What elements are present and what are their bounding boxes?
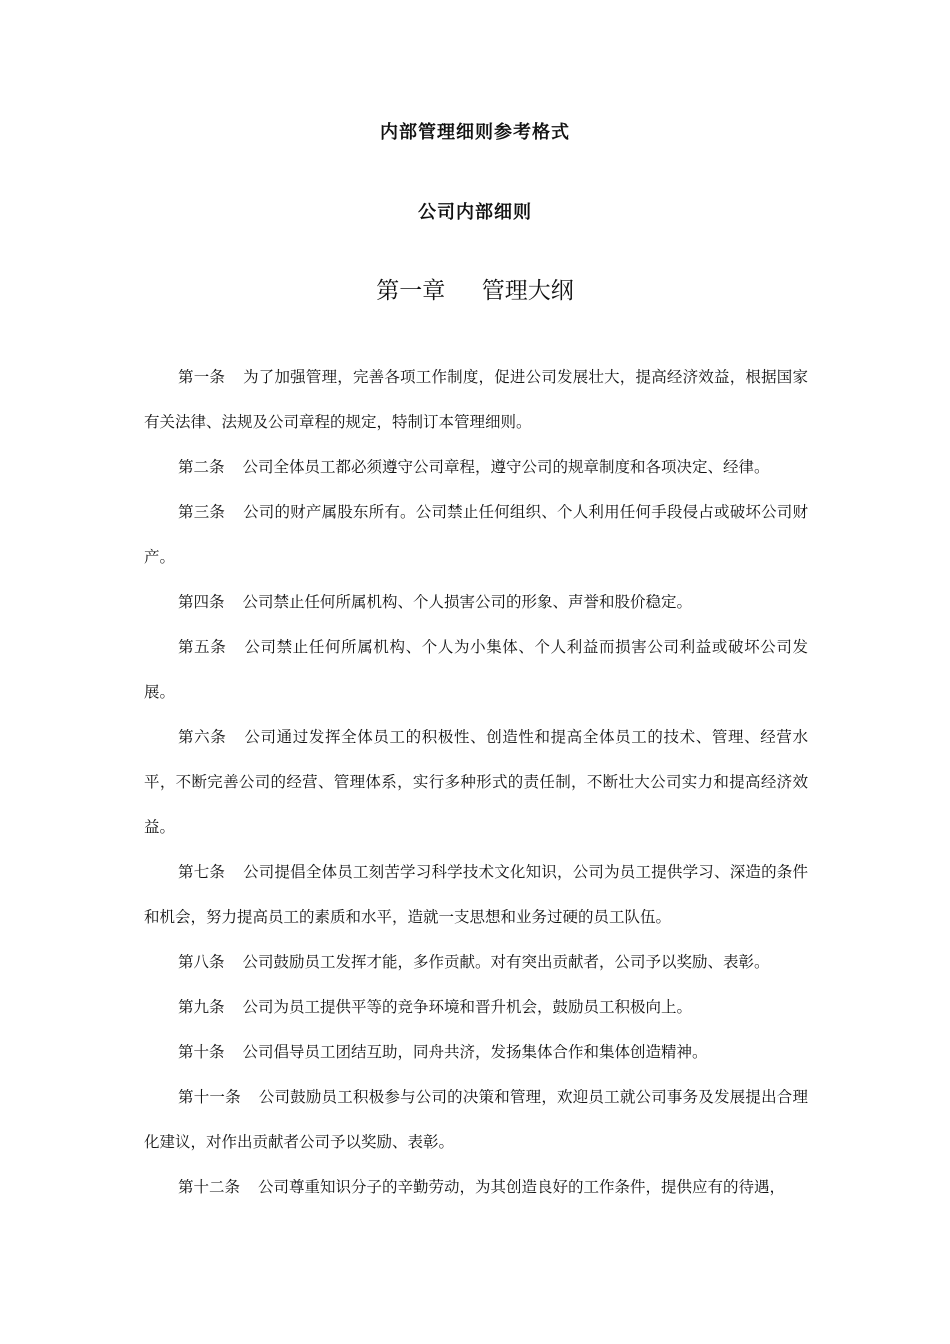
- article-number: 第四条: [178, 593, 225, 611]
- article-text: 公司倡导员工团结互助，同舟共济，发扬集体合作和集体创造精神。: [242, 1043, 708, 1061]
- article-number: 第五条: [178, 638, 227, 656]
- article-number: 第七条: [178, 863, 226, 881]
- article-text: 公司全体员工都必须遵守公司章程，遵守公司的规章制度和各项决定、经律。: [242, 458, 770, 476]
- article-8: [144, 940, 808, 985]
- article-text: 公司尊重知识分子的辛勤劳动，为其创造良好的工作条件，提供应有的待遇，: [258, 1178, 786, 1196]
- article-text: 公司通过发挥全体员工的积极性、创造性和提高全体员工的技术、管理、经营水平，不断完善公司的经营、管理体系，实行多种形式的责任制，不断壮大公司实力和提高经济效益。: [144, 728, 808, 836]
- article-10: [144, 1030, 808, 1075]
- article-4: [144, 580, 808, 625]
- article-number: 第三条: [178, 503, 226, 521]
- article-5: [144, 625, 808, 715]
- document-body: [144, 355, 808, 1210]
- article-12: [144, 1165, 808, 1210]
- article-3: [144, 490, 808, 580]
- article-number: 第八条: [178, 953, 225, 971]
- article-number: 第一条: [178, 368, 226, 386]
- article-text: 公司禁止任何所属机构、个人损害公司的形象、声誉和股价稳定。: [242, 593, 693, 611]
- article-number: 第十一条: [178, 1088, 241, 1106]
- document-subtitle: 公司内部细则: [418, 202, 532, 223]
- article-7: [144, 850, 808, 940]
- article-number: 第十二条: [178, 1178, 241, 1196]
- article-6: [144, 715, 808, 850]
- article-text: 公司提倡全体员工刻苦学习科学技术文化知识，公司为员工提供学习、深造的条件和机会，努力提高员工的素质和水平，造就一支思想和业务过硬的员工队伍。: [144, 863, 808, 926]
- article-text: 公司为员工提供平等的竞争环境和晋升机会，鼓励员工积极向上。: [242, 998, 693, 1016]
- article-number: 第二条: [178, 458, 225, 476]
- article-number: 第十条: [178, 1043, 225, 1061]
- article-number: 第九条: [178, 998, 225, 1016]
- article-text: 公司鼓励员工积极参与公司的决策和管理，欢迎员工就公司事务及发展提出合理化建议，对作出贡献者公司予以奖励、表彰。: [144, 1088, 808, 1151]
- document-title: 内部管理细则参考格式: [380, 122, 570, 143]
- article-text: 为了加强管理，完善各项工作制度，促进公司发展壮大，提高经济效益，根据国家有关法律、法规及公司章程的规定，特制订本管理细则。: [144, 368, 808, 431]
- article-text: 公司的财产属股东所有。公司禁止任何组织、个人利用任何手段侵占或破坏公司财产。: [144, 503, 808, 566]
- article-11: [144, 1075, 808, 1165]
- article-number: 第六条: [178, 728, 227, 746]
- article-2: [144, 445, 808, 490]
- article-1: [144, 355, 808, 445]
- article-9: [144, 985, 808, 1030]
- chapter-heading: 第一章 管理大纲: [376, 278, 574, 304]
- article-text: 公司鼓励员工发挥才能，多作贡献。对有突出贡献者，公司予以奖励、表彰。: [242, 953, 770, 971]
- article-text: 公司禁止任何所属机构、个人为小集体、个人利益而损害公司利益或破坏公司发展。: [144, 638, 808, 701]
